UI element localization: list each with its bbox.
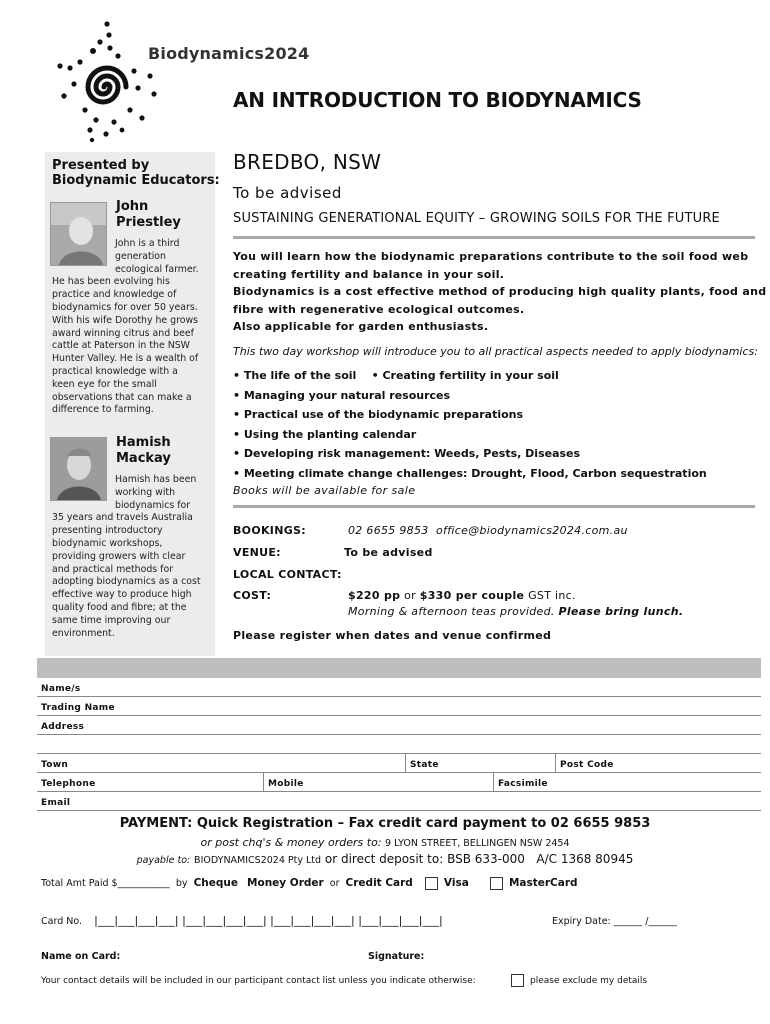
intro-text: You will learn how the biodynamic preparations contribute to the soil food web creating fertility and balance in your soil. Biodynamics is a cost effective method of producing high quality plants, food and fibre with regenerative ecological outcomes. Also applicable for garden enthusiasts. — [233, 250, 767, 333]
name-on-card-field[interactable]: Name on Card: — [41, 951, 121, 962]
event-theme: SUSTAINING GENERATIONAL EQUITY – GROWING SOILS FOR THE FUTURE — [233, 211, 720, 226]
john-priestley-bio: John is a third generation ecological farmer. He has been evolving his practice and knowledge of biodynamics for over 50 years. With his wife Dorothy he grows award winning citrus and beef cattle at Paterson in the NSW Hunter Valley. He is a wealth of practical knowledge with a keen eye for the small observations that can make a difference to farming. — [52, 238, 199, 416]
payment-method-row: Total Amt Paid $___________ by Cheque Money Order or Credit Card Visa MasterCard — [41, 877, 578, 889]
card-number-input[interactable]: |___|___|___|___| |___|___|___|___| |___|___|___|___| |___|___|___|___| — [94, 914, 443, 927]
bookings-phone: 02 6655 9853 — [348, 524, 429, 537]
name-field[interactable]: Name/s — [37, 678, 761, 697]
form-header-bar — [37, 658, 761, 678]
cost-notes: Morning & afternoon teas provided. Please bring lunch. — [348, 605, 684, 618]
list-item: • Practical use of the biodynamic preparations — [233, 408, 524, 422]
phone-row[interactable]: Telephone Mobile Facsimile — [37, 773, 761, 792]
workshop-description: This two day workshop will introduce you to all practical aspects needed to apply biodynamics: — [233, 345, 758, 358]
biodynamics-logo — [50, 18, 165, 143]
local-contact-label: LOCAL CONTACT: — [233, 568, 342, 581]
john-priestley-name: John Priestley — [116, 199, 181, 230]
hamish-mackay-name: Hamish Mackay — [116, 435, 171, 466]
email-field[interactable]: Email — [37, 792, 761, 811]
brand-name: Biodynamics2024 — [148, 44, 310, 63]
venue-value: To be advised — [344, 546, 433, 559]
visa-checkbox[interactable] — [425, 877, 438, 890]
town-state-postcode-row[interactable]: Town State Post Code — [37, 754, 761, 773]
venue-label: VENUE: — [233, 546, 281, 559]
topic-list — [233, 366, 707, 484]
signature-field[interactable]: Signature: — [368, 951, 425, 962]
deposit-instructions: payable to: BIODYNAMICS2024 Pty Ltd or direct deposit to: BSB 633-000 A/C 1368 80945 — [136, 852, 634, 866]
books-note: Books will be available for sale — [233, 484, 416, 497]
list-item: • Managing your natural resources — [233, 388, 451, 402]
page-title: AN INTRODUCTION TO BIODYNAMICS — [233, 88, 642, 112]
cost-label: COST: — [233, 589, 272, 602]
cost-value: $220 pp or $330 per couple GST inc. — [348, 589, 576, 602]
hamish-mackay-bio: Hamish has been working with biodynamics for 35 years and travels Australia presenting introductory biodynamic workshops, providing growers with clear and practical methods for adopting biodynamics as a cost effective way to produce high quality food and fibre; at the same time improving our environment. — [52, 474, 201, 639]
presenters-heading: Presented by Biodynamic Educators: — [52, 158, 220, 188]
address-field[interactable]: Address — [37, 716, 761, 735]
divider — [233, 236, 755, 239]
event-date: To be advised — [233, 184, 342, 202]
exclude-details-checkbox[interactable] — [511, 974, 524, 987]
expiry-date-field[interactable]: Expiry Date: ______ /______ — [552, 916, 677, 927]
bookings-label: BOOKINGS: — [233, 524, 306, 537]
bookings-email[interactable]: office@biodynamics2024.com.au — [436, 524, 628, 537]
card-number-row: Card No. |___|___|___|___| |___|___|___|___| |___|___|___|___| |___|___|___|___| — [41, 914, 443, 927]
divider — [233, 505, 755, 508]
list-item: • Using the planting calendar — [233, 427, 417, 441]
trading-name-field[interactable]: Trading Name — [37, 697, 761, 716]
event-location: BREDBO, NSW — [233, 150, 382, 174]
list-item: • Meeting climate change challenges: Drought, Flood, Carbon sequestration — [233, 466, 707, 480]
mastercard-checkbox[interactable] — [490, 877, 503, 890]
privacy-note: Your contact details will be included in our participant contact list unless you indicate otherwise: — [41, 976, 476, 986]
list-item: • The life of the soil • Creating fertility in your soil — [233, 369, 559, 382]
post-instructions: or post chq's & money orders to: 9 LYON STREET, BELLINGEN NSW 2454 — [200, 836, 570, 849]
exclude-details-option[interactable]: please exclude my details — [511, 974, 647, 987]
register-note: Please register when dates and venue confirmed — [233, 629, 552, 642]
payment-heading: PAYMENT: Quick Registration – Fax credit card payment to 02 6655 9853 — [119, 816, 651, 831]
address-line-2-field[interactable] — [37, 735, 761, 754]
list-item: • Developing risk management: Weeds, Pests, Diseases — [233, 447, 581, 461]
